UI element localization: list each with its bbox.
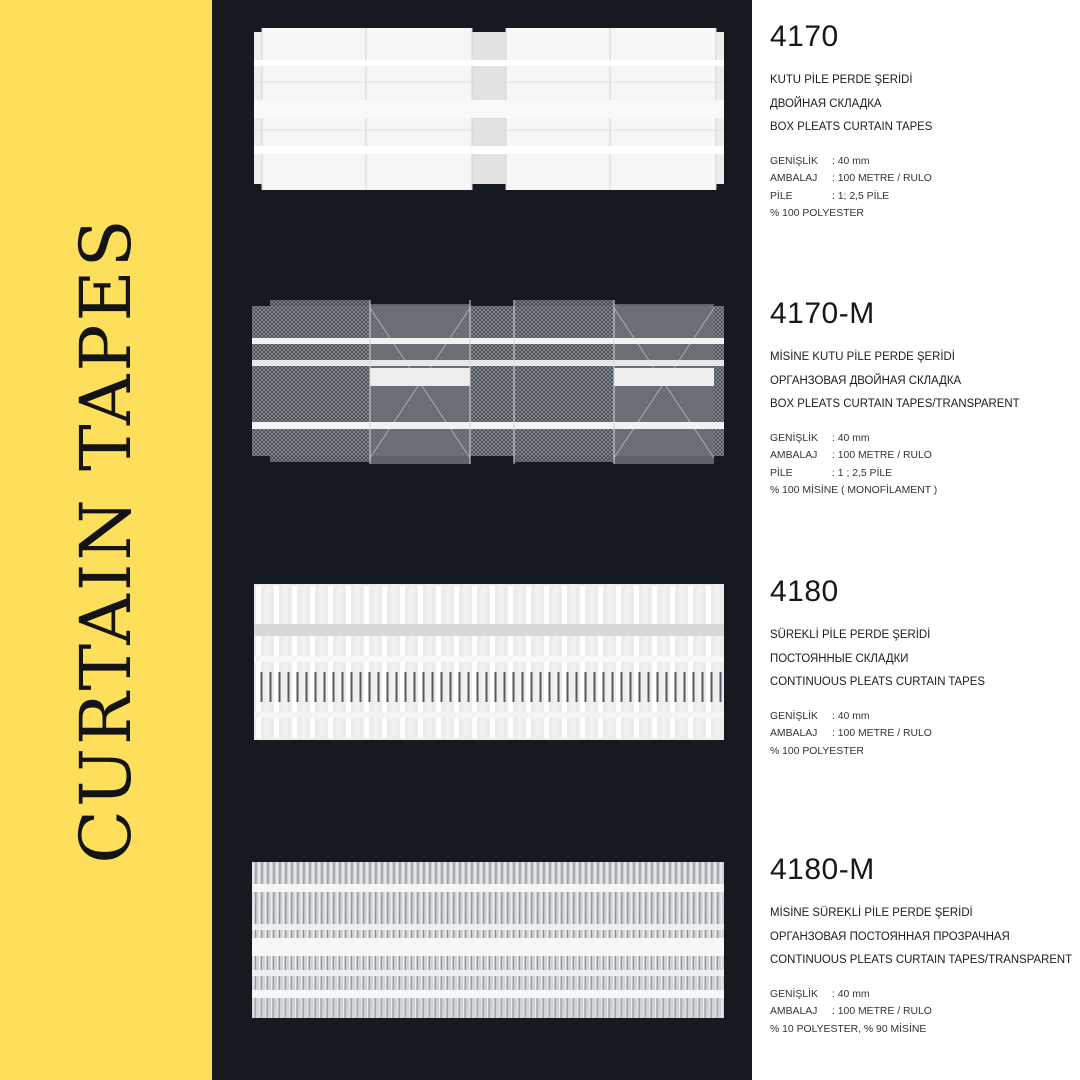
- product-name-ru: ДВОЙНАЯ СКЛАДКА: [770, 95, 882, 110]
- spec-material: % 100 POLYESTER: [770, 745, 864, 757]
- spec-pleat: PİLE : 1; 2,5 PİLE: [770, 190, 890, 202]
- transparent-box-pleat-tape-photo: [252, 298, 724, 468]
- sidebar: [0, 0, 212, 1080]
- product-name-en: BOX PLEATS CURTAIN TAPES/TRANSPARENT: [770, 396, 1020, 410]
- product-4180-m: [770, 853, 1073, 1038]
- transparent-continuous-pleat-tape-photo: [252, 856, 724, 1024]
- spec-width: GENİŞLİK : 40 mm: [770, 155, 870, 167]
- spec-material: % 10 POLYESTER, % 90 MİSİNE: [770, 1023, 927, 1035]
- product-code: 4180-M: [770, 853, 875, 886]
- spec-width: GENİŞLİK : 40 mm: [770, 988, 870, 1000]
- spec-pleat: PİLE : 1 ; 2,5 PİLE: [770, 467, 893, 479]
- product-name-tr: MİSİNE KUTU PİLE PERDE ŞERİDİ: [770, 349, 955, 363]
- product-name-ru: ОРГАНЗОВАЯ ДВОЙНАЯ СКЛАДКА: [770, 372, 962, 387]
- spec-packaging: AMBALAJ : 100 METRE / RULO: [770, 1006, 932, 1017]
- product-name-tr: KUTU PİLE PERDE ŞERİDİ: [770, 72, 913, 86]
- product-name-en: CONTINUOUS PLEATS CURTAIN TAPES: [770, 674, 985, 688]
- spec-material: % 100 MİSİNE ( MONOFİLAMENT ): [770, 485, 938, 496]
- product-code: 4170: [770, 20, 839, 53]
- continuous-pleat-tape-photo: [254, 580, 724, 744]
- product-name-ru: ПОСТОЯННЫЕ СКЛАДКИ: [770, 650, 909, 665]
- spec-width: GENİŞLİK : 40 mm: [770, 432, 870, 444]
- spec-material: % 100 POLYESTER: [770, 208, 864, 219]
- spec-packaging: AMBALAJ : 100 METRE / RULO: [770, 173, 932, 184]
- spec-packaging: AMBALAJ : 100 METRE / RULO: [770, 450, 932, 461]
- product-4170-m: [770, 297, 1070, 500]
- product-code: 4180: [770, 575, 839, 608]
- spec-width: GENİŞLİK : 40 mm: [770, 710, 870, 722]
- product-4180: [770, 575, 1070, 760]
- product-code: 4170-M: [770, 297, 875, 330]
- photo-panel: [212, 0, 752, 1080]
- product-4170: [770, 20, 1070, 223]
- product-name-en: BOX PLEATS CURTAIN TAPES: [770, 119, 933, 133]
- product-name-tr: SÜREKLİ PİLE PERDE ŞERİDİ: [770, 627, 931, 641]
- box-pleat-tape-photo: [254, 26, 724, 192]
- product-name-en: CONTINUOUS PLEATS CURTAIN TAPES/TRANSPARENT: [770, 952, 1073, 966]
- product-name-ru: ОРГАНЗОВАЯ ПОСТОЯННАЯ ПРОЗРАЧНАЯ: [770, 928, 1010, 943]
- side-title: CURTAIN TAPES: [65, 216, 147, 864]
- product-name-tr: MİSİNE SÜREKLİ PİLE PERDE ŞERİDİ: [770, 905, 973, 919]
- spec-packaging: AMBALAJ : 100 METRE / RULO: [770, 728, 932, 739]
